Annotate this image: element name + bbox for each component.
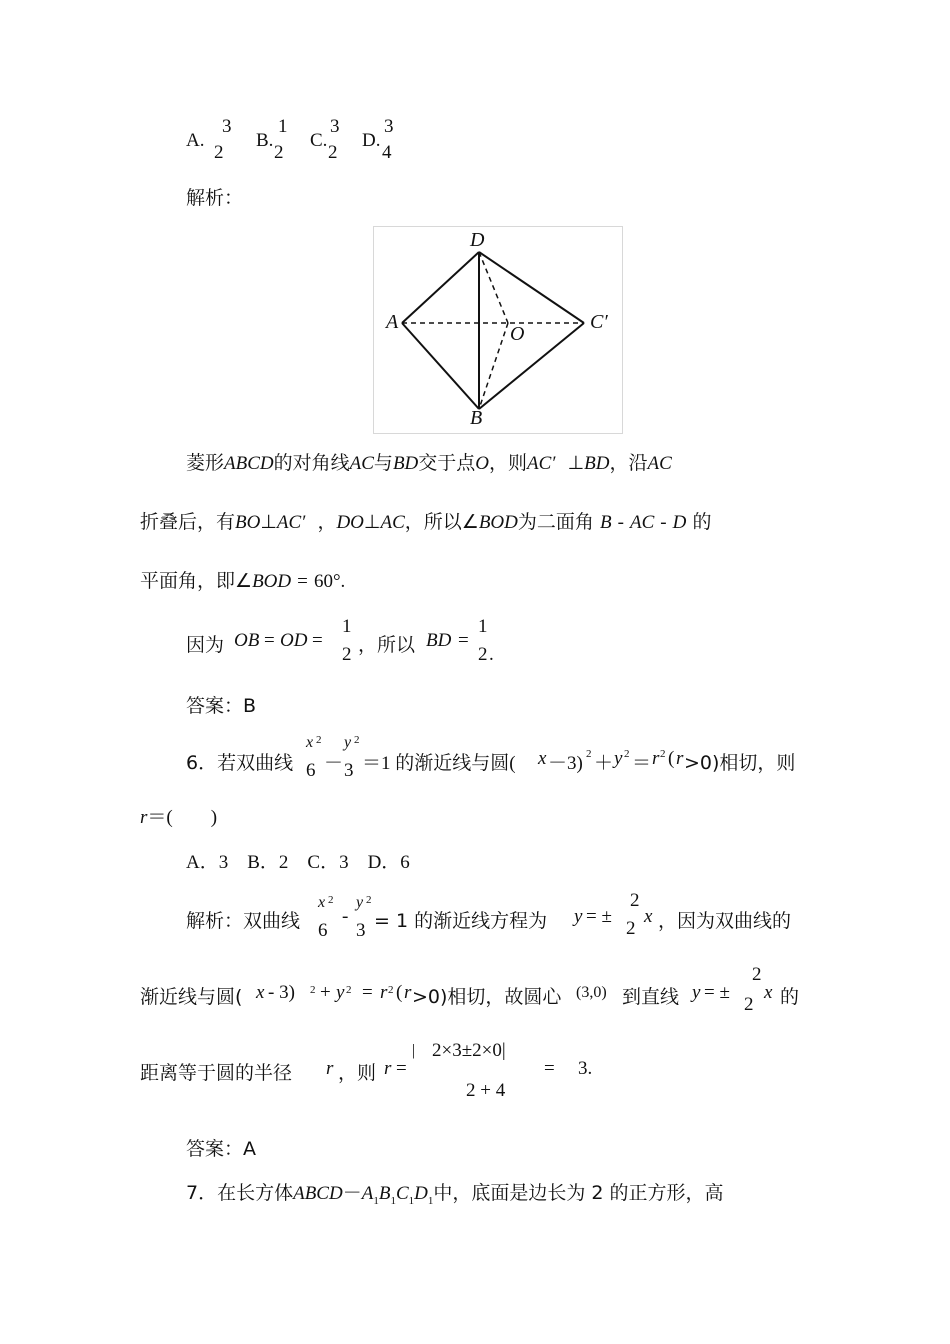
rhombus-diagram (374, 227, 622, 433)
q7-d1: D (414, 1183, 428, 1204)
option-c-num: 3 (330, 116, 340, 137)
q6-solution-l1-pm: = ± (586, 906, 612, 927)
q7-sub: 1 (427, 1194, 434, 1207)
q6-solution-l3-t1: 距离等于圆的半径 (140, 1062, 293, 1084)
q6-solution-l2-den: 2 (744, 994, 754, 1015)
q6-solution-l2-pm: = ± (704, 982, 730, 1003)
q6-solution-l2-s3: 2 (388, 984, 394, 996)
q7-dash: － (342, 1183, 362, 1204)
q6-solution-l1-minus: - (342, 906, 349, 927)
solution-line-4 (186, 616, 526, 666)
q6-solution-l2-t1: 渐近线与圆( (140, 986, 243, 1008)
option-d-num: 3 (384, 116, 394, 137)
q6-sq1: 2 (316, 734, 322, 746)
q5-solution-line1-bd2: BD (584, 453, 610, 474)
q5-solution-line3-ang: ∠ (235, 571, 253, 592)
q5-solution-line1-t4: 交于点 (418, 452, 476, 474)
q5-solution-line1-perp: ⊥ (567, 453, 585, 474)
q5-solution-line1-t6: ，沿 (609, 452, 648, 474)
q6-eq2: ＝ (632, 753, 652, 774)
q7-sub: 1 (373, 1194, 379, 1207)
q5-solution-line2-ac: AC (380, 512, 405, 533)
vertex-label-b: B (470, 407, 483, 429)
q6-solution-l1-sq: 2 (328, 894, 334, 906)
q6-x2: x (306, 734, 314, 751)
q6-solution-l1-eq: = 1 的渐近线方程为 (374, 910, 548, 932)
q6-solution-l1-den6: 6 (318, 920, 328, 941)
q6-solution-l1-xv: x (644, 906, 653, 927)
question-7 (186, 1178, 724, 1207)
fraction-bd-num: 1 (478, 616, 488, 637)
q6-solution-l3-denom: 2 + 4 (466, 1080, 506, 1101)
q5-solution-line3-t1: 平面角，即 (140, 570, 236, 592)
q6-solution-l2-plus: + (320, 982, 331, 1003)
q6-line2-rest: ＝( ) (147, 807, 218, 828)
q6-solution-l3-val: 3. (578, 1058, 593, 1079)
q6-minus: － (324, 753, 344, 774)
q6-y: y (614, 748, 623, 769)
q6-solution-l2-yv: y (692, 982, 701, 1003)
q5-solution-line2-perp1: ⊥ (260, 512, 277, 533)
q7-c1: C (395, 1183, 409, 1204)
fraction-ob-den: 2 (342, 644, 352, 665)
q5-solution-line1-acp: AC′ (527, 453, 556, 474)
solution-line-3 (140, 566, 345, 593)
q5-solution-line4-dot: . (489, 644, 494, 665)
q6-solution-l2-eq: = (362, 982, 373, 1003)
question-6-options: A．3 B．2 C．3 D．6 (186, 852, 410, 873)
q6-solution-l2-s1: 2 (310, 984, 316, 996)
option-c-den: 2 (328, 142, 338, 163)
q5-solution-line1-t5: ，则 (489, 452, 528, 474)
q6-solution-l3-r2: r (384, 1058, 392, 1079)
q6-num: 6．若双曲线 (186, 752, 294, 774)
q6-den6: 6 (306, 760, 316, 781)
q6-y2: y (344, 734, 352, 751)
q6-solution-l1-x: x (318, 894, 326, 911)
q6-solution-line-3 (140, 1040, 640, 1106)
q6-solution-l3-eq: = (396, 1058, 407, 1079)
option-a-label: A. (186, 130, 205, 151)
q6-solution-l2-t4: 的 (780, 986, 800, 1008)
q6-sqc: 2 (660, 748, 666, 760)
option-c-label: C. (310, 130, 328, 151)
q6-solution-l2-x: x (256, 982, 265, 1003)
question-6-line-2 (140, 802, 217, 829)
q6-solution-l1-t1: 解析：双曲线 (186, 910, 301, 932)
q5-solution-line4-t1: 因为 (186, 634, 225, 656)
q7-b1: B (378, 1183, 391, 1204)
q6-solution-line-2 (140, 964, 820, 1018)
q5-solution-line4-ob: OB (234, 630, 260, 651)
answer-q6: 答案：A (186, 1138, 256, 1160)
solution-heading: 解析： (186, 187, 244, 209)
q5-solution-line2-ang: ∠ (461, 512, 479, 533)
q6-cond: >0)相切，则 (684, 752, 796, 774)
q5-solution-line2-do: DO (336, 512, 364, 533)
q6-solution-l1-den: 2 (626, 918, 636, 939)
q5-solution-line4-od: OD (280, 630, 308, 651)
q6-solution-l1-den3: 3 (356, 920, 366, 941)
q6-solution-l2-po: ( (396, 982, 403, 1003)
q5-solution-line2-t2: ， (317, 511, 337, 533)
q5-solution-line1-t1: 菱形 (186, 452, 225, 474)
q5-solution-line2-dash2: - (660, 512, 667, 533)
q5-solution-line1-t3: 与 (373, 452, 393, 474)
q5-solution-line1-bd: BD (392, 453, 419, 474)
q6-x: x (538, 748, 547, 769)
q5-solution-line2-t1: 折叠后，有 (140, 511, 236, 533)
q7-t2: 中，底面是边长为 2 的正方形，高 (433, 1182, 724, 1204)
q6-solution-l3-numer: 2×3±2×0| (432, 1040, 506, 1061)
q6-solution-l1-sq2: 2 (366, 894, 372, 906)
option-d-den: 4 (382, 142, 392, 163)
q7-abcd: ABCD (293, 1183, 343, 1204)
q6-solution-l2-xv: x (764, 982, 773, 1003)
q5-solution-line4-t2: ，所以 (358, 634, 416, 656)
q6-solution-l1-yv: y (574, 906, 583, 927)
q6-solution-l2-s2: 2 (346, 984, 352, 996)
q5-solution-line2-ac2: AC (629, 512, 655, 533)
solution-line-1 (186, 448, 672, 475)
q5-solution-line2-bod: BOD (478, 512, 518, 533)
q5-solution-line1-ac: AC (349, 453, 374, 474)
q6-solution-l2-r2: r (404, 982, 412, 1003)
fraction-bd-den: 2 (478, 644, 488, 665)
solution-line-2 (140, 507, 711, 534)
q6-den3: 3 (344, 760, 354, 781)
q5-solution-line3-eq: = (297, 571, 308, 592)
q6-line2-r: r (140, 807, 148, 828)
q6-solution-l3-bar1: | (412, 1042, 416, 1059)
q6-solution-l1-t2: ，因为双曲线的 (658, 910, 792, 932)
vertex-label-o: O (510, 323, 525, 345)
q6-solution-l3-eq2: = (544, 1058, 555, 1079)
q6-solution-l3-r: r (326, 1058, 334, 1079)
q6-solution-l2-t2: >0)相切，故圆心 (412, 986, 562, 1008)
vertex-label-a: A (386, 311, 399, 333)
q6-solution-l2-r: r (380, 982, 388, 1003)
q6-r: r (652, 748, 660, 769)
q5-solution-line2-perp2: ⊥ (363, 512, 381, 533)
q7-sub: 1 (408, 1194, 415, 1207)
q6-solution-l2-y: y (336, 982, 345, 1003)
q7-a1: A (361, 1183, 374, 1204)
q5-solution-line2-b: B (599, 512, 612, 533)
q5-options (186, 118, 426, 168)
q5-solution-line2-dash1: - (617, 512, 624, 533)
q5-solution-line4-eq1: = (264, 630, 275, 651)
q7-t1: 7．在长方体 (186, 1182, 294, 1204)
q6-m3: －3) (548, 753, 583, 774)
q6-solution-l2-ctr: (3,0) (576, 984, 607, 1001)
q5-solution-line3-bod: BOD (252, 571, 292, 592)
q6-solution-l2-m3: - 3) (268, 982, 295, 1003)
q5-solution-line2-t5: 的 (692, 511, 712, 533)
option-b-den: 2 (274, 142, 284, 163)
q5-solution-line2-acp: AC′ (276, 512, 306, 533)
q5-solution-line2-bo: BO (235, 512, 261, 533)
q6-solution-l1-y: y (356, 894, 364, 911)
rhombus-figure (373, 226, 623, 434)
vertex-label-d: D (470, 229, 485, 251)
q5-solution-line1-ac2: AC (647, 453, 672, 474)
q5-solution-line1-abcd: ABCD (224, 453, 274, 474)
q6-plus: ＋ (594, 753, 614, 774)
q5-solution-line2-t4: 为二面角 (517, 511, 594, 533)
q6-solution-l2-t3: 到直线 (622, 986, 680, 1008)
q6-sq2: 2 (354, 734, 360, 746)
q5-solution-line4-eq2: = (312, 630, 323, 651)
q6-solution-l2-num: 2 (752, 964, 762, 985)
fraction-ob-num: 1 (342, 616, 352, 637)
q7-sub: 1 (390, 1194, 396, 1207)
q5-solution-line1-o: O (475, 453, 490, 474)
option-d-label: D. (362, 130, 381, 151)
answer-q5: 答案：B (186, 695, 257, 717)
q6-solution-line-1 (186, 890, 826, 944)
option-b-num: 1 (278, 116, 288, 137)
question-6-line-1 (186, 734, 826, 784)
q6-r2: r (676, 748, 684, 769)
q6-sqb: 2 (624, 748, 630, 760)
q5-solution-line2-d: D (672, 512, 687, 533)
option-a-den: 2 (214, 142, 224, 163)
q5-solution-line2-t3: ，所以 (404, 511, 462, 533)
q6-solution-l3-t2: ，则 (338, 1062, 377, 1084)
q5-solution-line1-t2: 的对角线 (273, 452, 350, 474)
option-b-label: B. (256, 130, 274, 151)
vertex-label-c: C′ (590, 311, 608, 333)
option-a-num: 3 (222, 116, 232, 137)
q6-solution-l1-num: 2 (630, 890, 640, 911)
q5-solution-line4-bd: BD (426, 630, 452, 651)
q6-eq1: ＝1 的渐近线与圆( (362, 753, 516, 774)
q5-solution-line3-val: 60°. (313, 571, 346, 592)
q6-cond-open: ( (668, 748, 675, 769)
q5-solution-line4-eq3: = (458, 630, 469, 651)
q6-sqa: 2 (586, 748, 592, 760)
